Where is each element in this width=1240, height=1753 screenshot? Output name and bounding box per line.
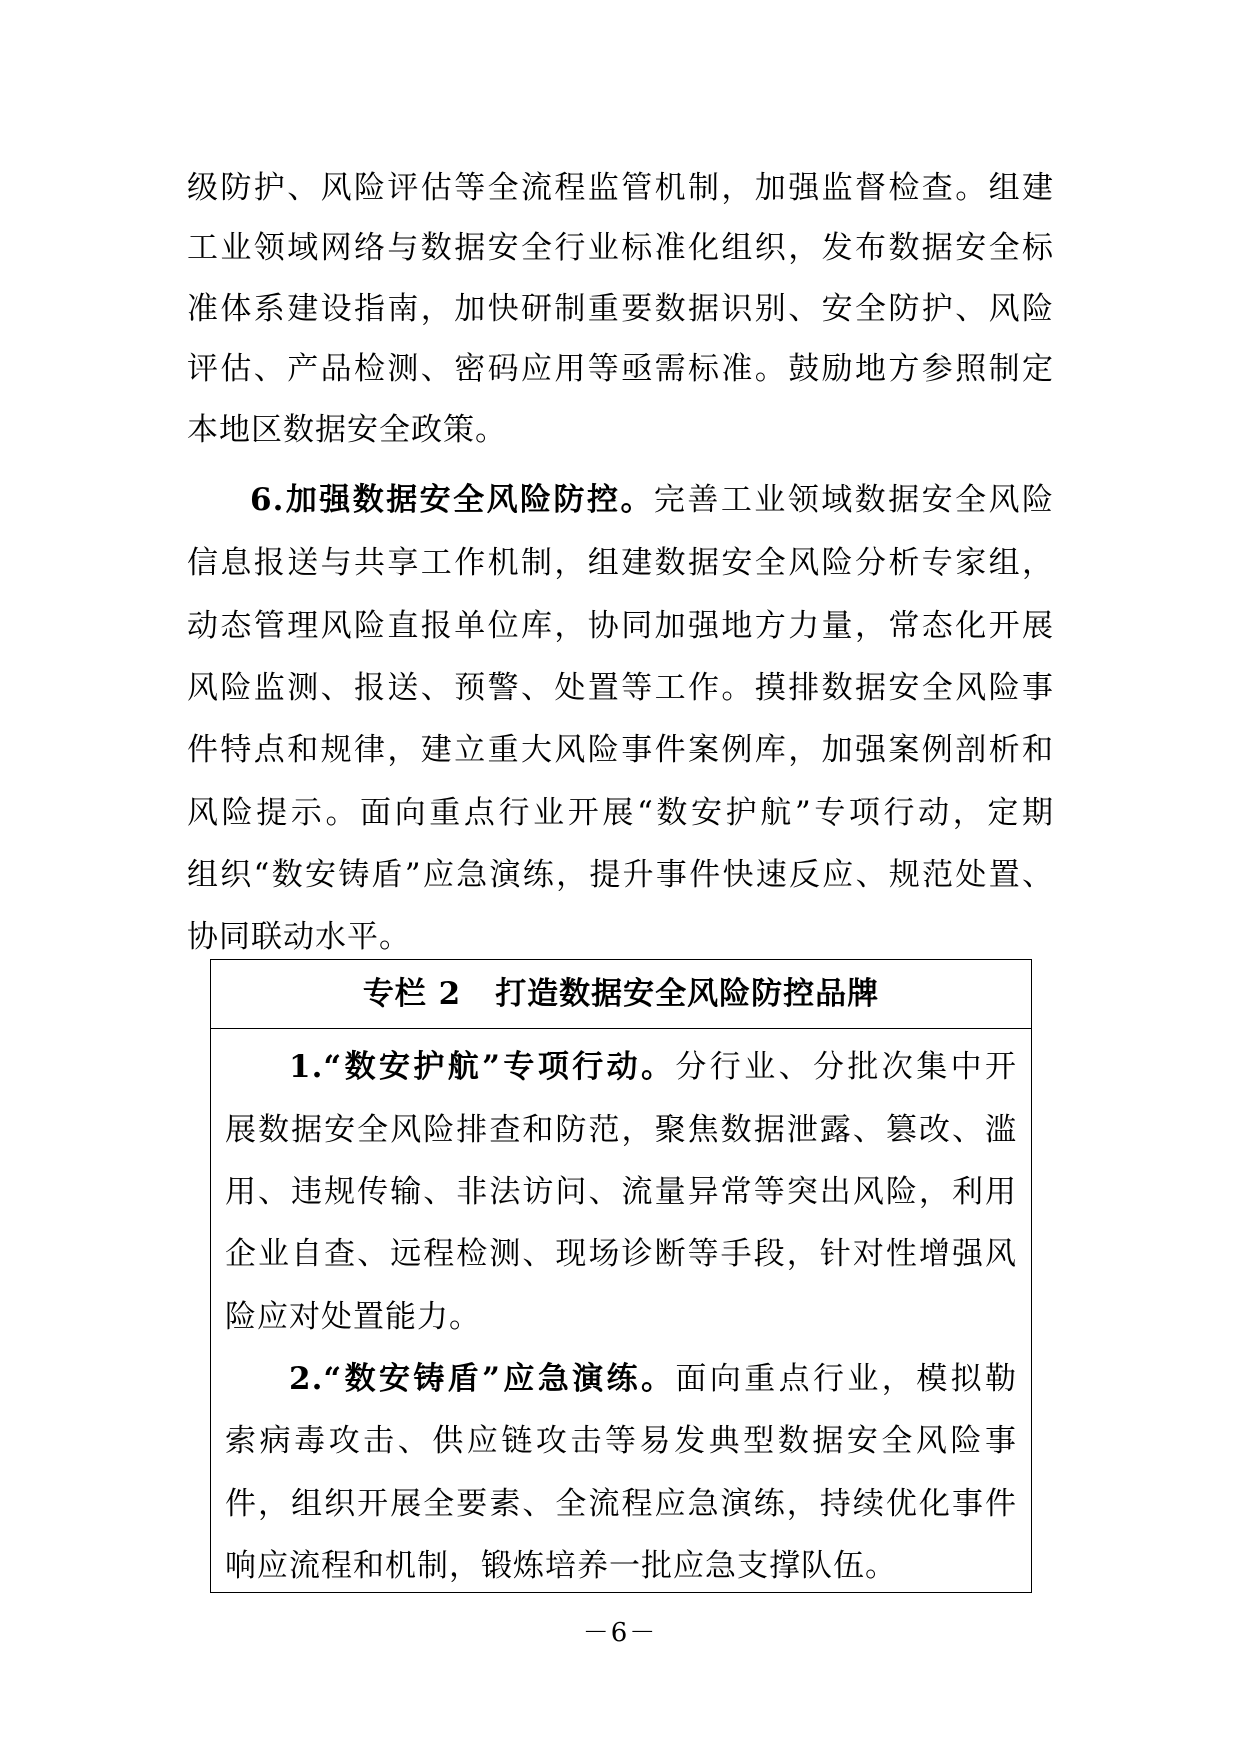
page-number: －6－	[582, 1618, 658, 1648]
body-line: 组织“数安铸盾”应急演练，提升事件快速反应、规范处置、	[187, 857, 1054, 893]
special-column-heading: 打造数据安全风险防控品牌	[495, 976, 880, 1012]
body-line: 级防护、风险评估等全流程监管机制，加强监督检查。组建	[187, 170, 1054, 206]
body-line: 评估、产品检测、密码应用等亟需标准。鼓励地方参照制定	[187, 351, 1054, 387]
body-line: 协同联动水平。	[187, 919, 411, 955]
body-line: 工业领域网络与数据安全行业标准化组织，发布数据安全标	[187, 230, 1054, 266]
panel-line: 险应对处置能力。	[225, 1299, 481, 1335]
panel-line: 响应流程和机制，锻炼培养一批应急支撑队伍。	[225, 1548, 897, 1584]
special-column-title	[211, 974, 1031, 1014]
panel-line: 件，组织开展全要素、全流程应急演练，持续优化事件	[225, 1486, 1017, 1522]
special-column-box	[210, 959, 1032, 1593]
section-heading: 6.加强数据安全风险防控。	[250, 482, 654, 518]
body-text: 完善工业领域数据安全风险	[653, 482, 1054, 518]
special-column-number: 专栏 2	[362, 976, 462, 1012]
body-line: 风险提示。面向重点行业开展“数安护航”专项行动，定期	[187, 795, 1054, 831]
body-line: 动态管理风险直报单位库，协同加强地方力量，常态化开展	[187, 608, 1054, 644]
special-column-title-row	[211, 960, 1031, 1029]
panel-line: 索病毒攻击、供应链攻击等易发典型数据安全风险事	[225, 1423, 1017, 1459]
body-line: 风险监测、报送、预警、处置等工作。摸排数据安全风险事	[187, 670, 1054, 706]
body-line: 准体系建设指南，加快研制重要数据识别、安全防护、风险	[187, 291, 1054, 327]
panel-item-heading: 1.“数安护航”专项行动。	[289, 1049, 676, 1085]
panel-line	[289, 1047, 1017, 1087]
panel-text: 分行业、分批次集中开	[675, 1049, 1017, 1085]
panel-line: 展数据安全风险排查和防范，聚焦数据泄露、篡改、滥	[225, 1112, 1017, 1148]
body-line: 件特点和规律，建立重大风险事件案例库，加强案例剖析和	[187, 732, 1054, 768]
panel-line: 企业自查、远程检测、现场诊断等手段，针对性增强风	[225, 1236, 1017, 1272]
body-line: 本地区数据安全政策。	[187, 412, 507, 448]
panel-text: 面向重点行业，模拟勒	[675, 1361, 1017, 1397]
panel-line: 用、违规传输、非法访问、流量异常等突出风险，利用	[225, 1174, 1017, 1210]
body-line: 信息报送与共享工作机制，组建数据安全风险分析专家组，	[187, 545, 1054, 581]
panel-item-heading: 2.“数安铸盾”应急演练。	[289, 1361, 676, 1397]
panel-line	[289, 1359, 1017, 1399]
body-line	[250, 480, 1054, 520]
